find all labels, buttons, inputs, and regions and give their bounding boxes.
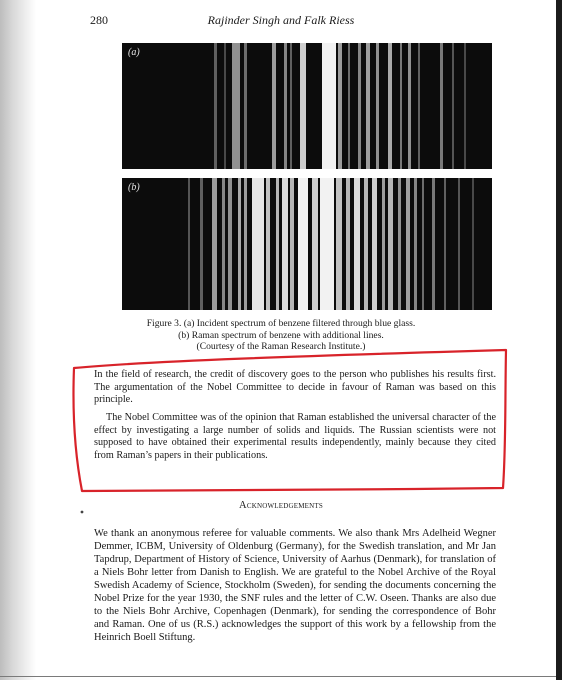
spectral-line xyxy=(464,43,466,169)
caption-line-2: (b) Raman spectrum of benzene with additional lines. xyxy=(178,329,384,341)
spectrum-figure-a xyxy=(122,43,492,169)
spectral-line xyxy=(472,178,474,310)
spectral-line xyxy=(358,43,361,169)
page-number: 280 xyxy=(90,13,108,27)
spectral-line xyxy=(338,43,342,169)
spectral-line xyxy=(284,43,287,169)
paragraph-priority: In the field of research, the credit of discovery goes to the person who publishes his results first. The argumentation of the Nobel Committee to decide in favour of Raman was based on this principle. xyxy=(94,369,496,406)
acknowledgements-heading: Acknowledgements xyxy=(239,500,323,511)
spectral-line xyxy=(422,178,424,310)
spectral-line xyxy=(212,178,217,310)
running-head: Rajinder Singh and Falk Riess xyxy=(207,13,355,27)
spectral-line xyxy=(348,43,350,169)
spectral-line xyxy=(406,178,410,310)
spectral-line xyxy=(200,178,203,310)
spectral-line xyxy=(238,178,241,310)
spectral-line xyxy=(322,43,336,169)
spectral-line xyxy=(432,178,435,310)
spectral-line xyxy=(222,178,225,310)
spectral-line xyxy=(232,43,240,169)
spectral-line xyxy=(354,178,360,310)
spectral-line xyxy=(276,178,279,310)
spectral-line xyxy=(272,43,276,169)
spectral-line xyxy=(452,43,454,169)
spectral-line xyxy=(440,43,443,169)
spectral-line xyxy=(228,178,232,310)
spectral-line xyxy=(444,178,446,310)
spectrum-lines-a xyxy=(122,43,492,169)
panel-label-b: (b) xyxy=(128,182,140,193)
spectral-line xyxy=(188,178,190,310)
spectral-line xyxy=(214,43,217,169)
spectral-line xyxy=(414,178,417,310)
spectral-line xyxy=(400,43,402,169)
spectral-line xyxy=(300,43,306,169)
figure-caption xyxy=(0,318,562,353)
spectral-line xyxy=(312,178,318,310)
paragraph-nobel-committee: The Nobel Committee was of the opinion that Raman established the universal character of the effect by investigating a large number of solids and liquids. The Russian scientists were not supposed to have obtained their experimental results independently, mainly because they cited from Raman’s papers in their publications. xyxy=(94,412,496,461)
spectral-line xyxy=(336,178,342,310)
spectral-line xyxy=(458,178,460,310)
spectral-line xyxy=(224,43,226,169)
panel-label-a: (a) xyxy=(128,47,140,58)
spectral-line xyxy=(290,178,294,310)
spectral-line xyxy=(244,178,247,310)
spectral-line xyxy=(382,178,385,310)
spectral-line xyxy=(320,178,334,310)
spectral-line xyxy=(366,43,370,169)
caption-line-3: (Courtesy of the Raman Research Institute.) xyxy=(196,341,366,352)
spectral-line xyxy=(290,43,292,169)
spectral-line xyxy=(298,178,308,310)
spectral-line xyxy=(266,178,270,310)
spectral-line xyxy=(282,178,288,310)
spectral-line xyxy=(388,43,392,169)
spectral-line xyxy=(388,178,393,310)
spectral-line xyxy=(376,43,379,169)
spectral-line xyxy=(418,43,420,169)
spectral-line xyxy=(408,43,411,169)
spectral-line xyxy=(252,178,264,310)
bottom-rule xyxy=(0,676,556,677)
spectrum-lines-b xyxy=(122,178,492,310)
caption-line-1: Figure 3. (a) Incident spectrum of benzene filtered through blue glass. xyxy=(146,318,416,329)
acknowledgements-text: We thank an anonymous referee for valuable comments. We also thank Mrs Adelheid Wegner Demmer, ICBM, University of Oldenburg (Germany), for the Swedish translation, and Mr Jan Tapdrup, Department of History of Science, University of Aarhus (Denmark), for translation of a Niels Bohr letter from Danish to English. We are grateful to the Nobel Archive of the Royal Swedish Academy of Science, Stockholm (Sweden), for sending the documents concerning the Nobel Prize for the year 1930, the SNF rules and the letter of C.W. Oseen. Thanks are also due to the Niels Bohr Archive, Copenhagen (Denmark), for sending the correspondence of Bohr and Raman. One of us (R.S.) acknowledges the support of this work by a fellowship from the Heinrich Boell Stiftung. xyxy=(94,528,496,643)
spectral-line xyxy=(398,178,401,310)
spectral-line xyxy=(244,43,247,169)
spectral-line xyxy=(346,178,350,310)
spectral-line xyxy=(364,178,368,310)
spectrum-figure-b xyxy=(122,178,492,310)
spectral-line xyxy=(372,178,377,310)
